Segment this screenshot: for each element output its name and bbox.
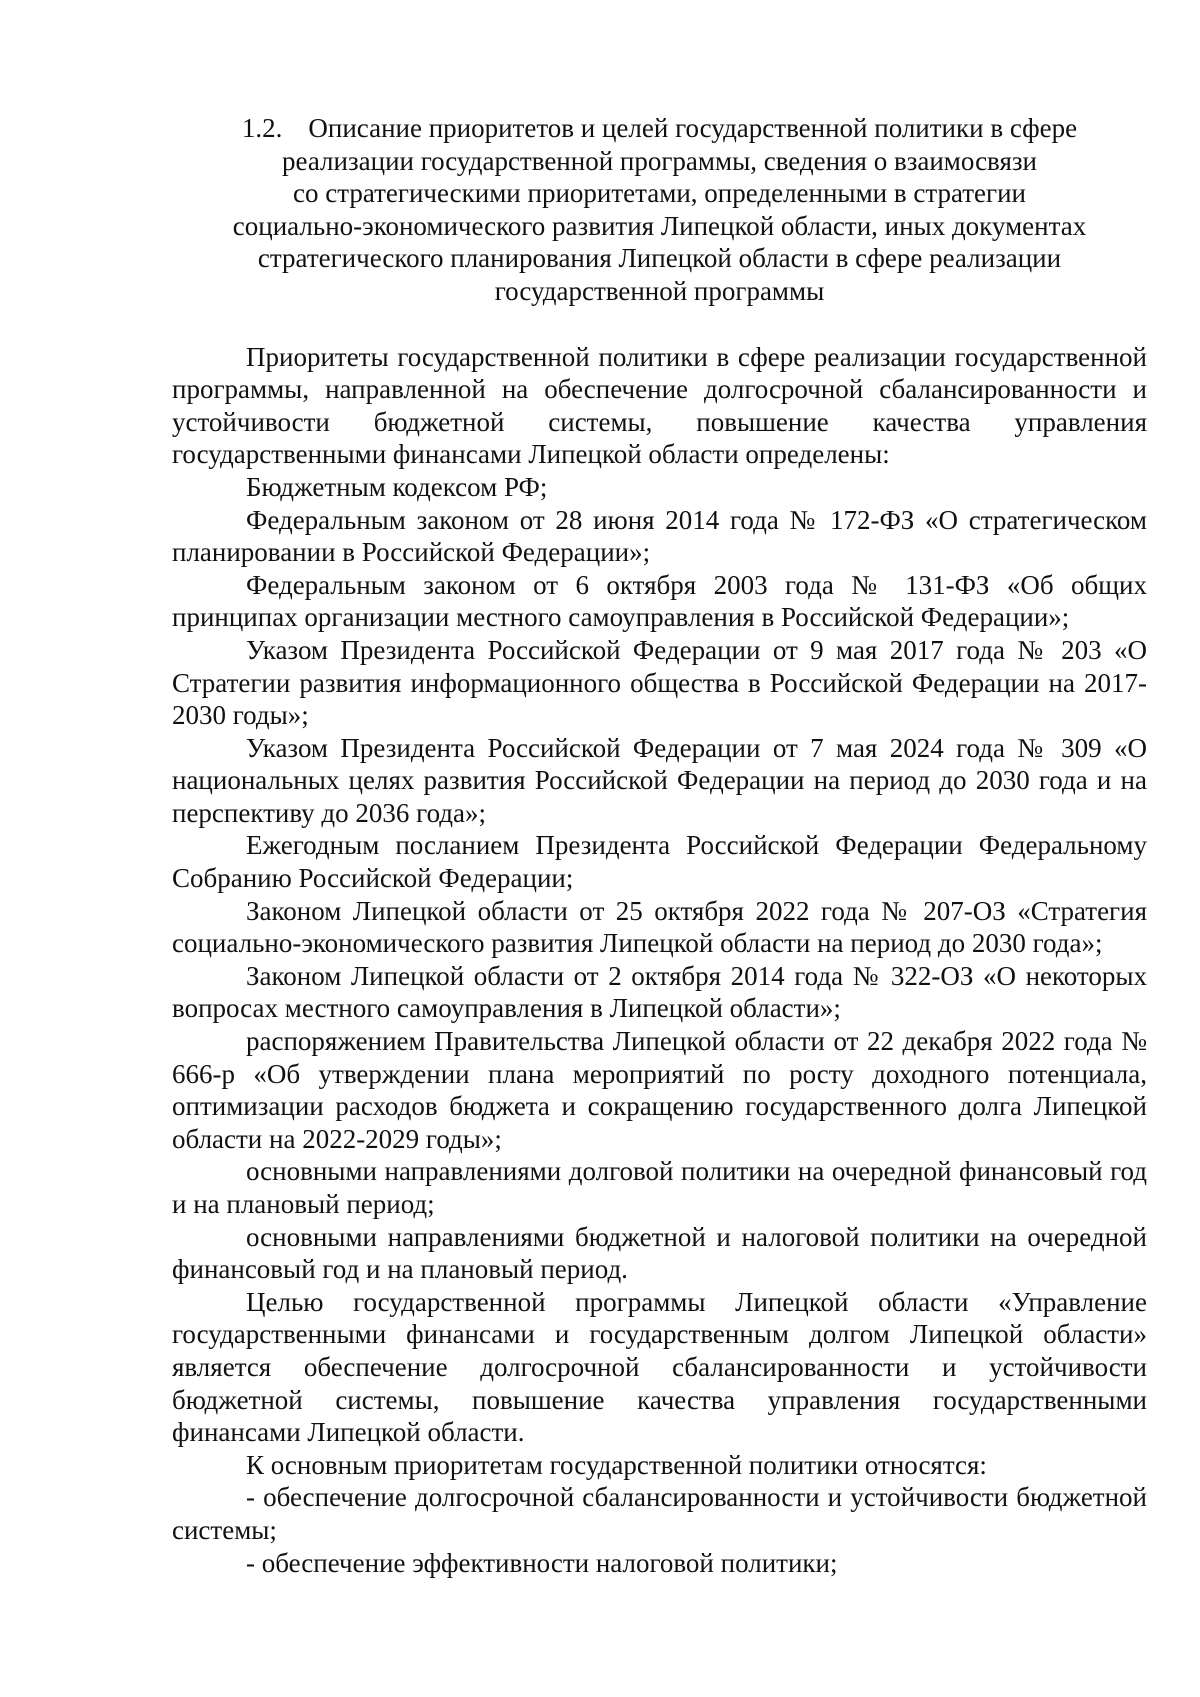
heading-line-1 (172, 112, 1147, 145)
section-number: 1.2. (241, 113, 283, 143)
heading-line-5: стратегического планирования Липецкой области в сфере реализации (257, 243, 1062, 274)
heading-line-2: реализации государственной программы, сведения о взаимосвязи (282, 145, 1037, 176)
heading-line-4: социально-экономического развития Липецкой области, иных документах (232, 210, 1087, 241)
section-heading (172, 112, 1147, 308)
priorities-intro: К основным приоритетам государственной политики относятся: (246, 1449, 987, 1480)
list-item-regional-law-322: Законом Липецкой области от 2 октября 2014 года № 322-ОЗ «О некоторых вопросах местного самоуправления в Липецкой области»; (172, 960, 1147, 1024)
intro-paragraph: Приоритеты государственной политики в сфере реализации государственной программы, направленной на обеспечение долгосрочной сбалансированности и устойчивости бюджетной системы, повышение качества управления государственными финансами Липецкой области определены: (172, 341, 1147, 470)
priority-item-tax-efficiency: - обеспечение эффективности налоговой политики; (246, 1547, 838, 1578)
list-item-order-666: распоряжением Правительства Липецкой области от 22 декабря 2022 года № 666-р «Об утверждении плана мероприятий по росту доходного потенциала, оптимизации расходов бюджета и сокращению государственного долга Липецкой области на 2022-2029 годы»; (172, 1026, 1147, 1154)
heading-line-6: государственной программы (494, 275, 825, 306)
priority-item-balance: - обеспечение долгосрочной сбалансированности и устойчивости бюджетной системы; (172, 1482, 1147, 1545)
list-item-debt-policy: основными направлениями долговой политики на очередной финансовый год и на плановый период; (172, 1156, 1147, 1219)
document-page (172, 112, 1147, 1579)
list-item-budget-code: Бюджетным кодексом РФ; (246, 471, 548, 502)
list-item-budget-tax-policy: основными направлениями бюджетной и налоговой политики на очередной финансовый год и на плановый период. (172, 1221, 1147, 1285)
document-body (172, 341, 1147, 1580)
list-item-decree-203: Указом Президента Российской Федерации от 9 мая 2017 года № 203 «О Стратегии развития информационного общества в Российской Федерации на 2017-2030 годы»; (172, 634, 1147, 731)
goal-paragraph: Целью государственной программы Липецкой области «Управление государственными финансами и государственным долгом Липецкой области» является обеспечение долгосрочной сбалансированности и устойчивости бюджетной системы, повышение качества управления государственными финансами Липецкой области. (172, 1286, 1147, 1448)
list-item-regional-law-207: Законом Липецкой области от 25 октября 2022 года № 207-ОЗ «Стратегия социально-экономического развития Липецкой области на период до 2030 года»; (172, 895, 1147, 959)
list-item-decree-309: Указом Президента Российской Федерации от 7 мая 2024 года № 309 «О национальных целях развития Российской Федерации на период до 2030 года и на перспективу до 2036 года»; (172, 732, 1147, 828)
list-item-annual-address: Ежегодным посланием Президента Российской Федерации Федеральному Собранию Российской Федерации; (172, 830, 1147, 894)
list-item-federal-law-131: Федеральным законом от 6 октября 2003 года № 131-ФЗ «Об общих принципах организации местного самоуправления в Российской Федерации»; (172, 569, 1147, 633)
heading-line-3: со стратегическими приоритетами, определенными в стратегии (292, 178, 1027, 209)
heading-line-1-text: Описание приоритетов и целей государственной политики в сфере (308, 113, 1078, 143)
list-item-federal-law-172: Федеральным законом от 28 июня 2014 года № 172-ФЗ «О стратегическом планировании в Российской Федерации»; (172, 504, 1147, 568)
